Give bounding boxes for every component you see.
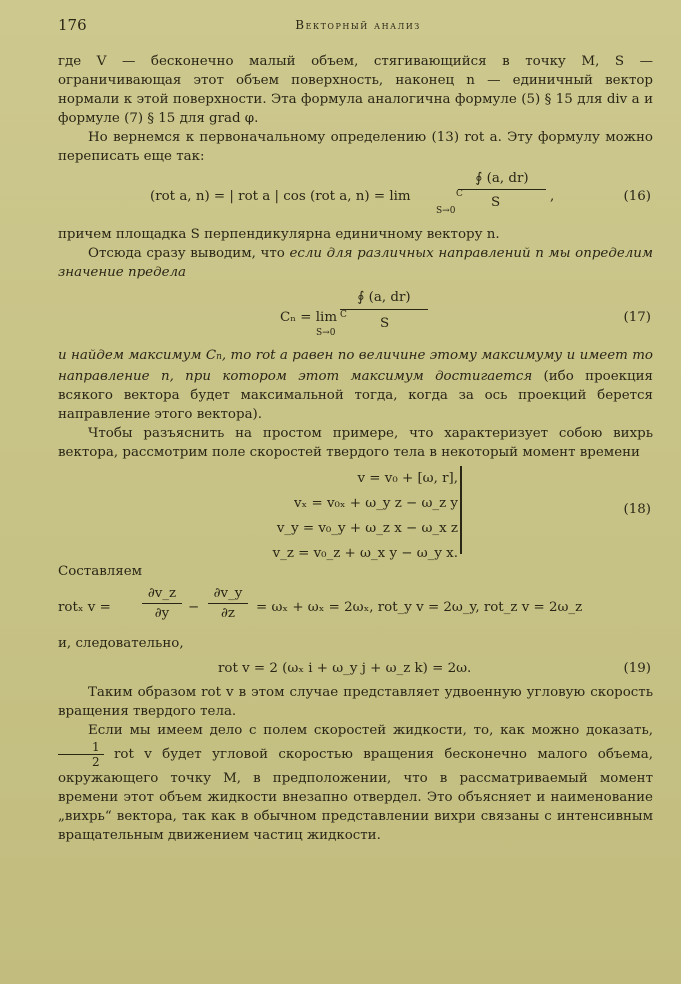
formula-rotx-right: = ωₓ + ωₓ = 2ωₓ, rot_y v = 2ω_y, rot_z v = 2ω_z: [256, 599, 583, 615]
formula-17-denominator: S: [380, 315, 390, 331]
formula-18-line-1: v = v₀ + [ω, r],: [357, 471, 458, 487]
formula-18-brace: [460, 466, 462, 554]
page-number: 176: [58, 16, 87, 34]
fraction-one-half: [58, 740, 104, 769]
formula-19: [58, 653, 653, 683]
formula-rotx-den2: ∂z: [221, 605, 235, 621]
formula-16-num-text: ∮ (a, dr): [475, 170, 529, 186]
paragraph-5-italic-a: и найдем максимум C: [58, 347, 217, 363]
formula-18-line-4: v_z = v₀_z + ω_x y − ω_y x.: [272, 546, 458, 562]
formula-18: [58, 462, 653, 562]
formula-rotx-num2: ∂v_y: [208, 584, 248, 604]
formula-17-num-sub: C: [340, 309, 347, 320]
formula-18-line-2: vₓ = v₀ₓ + ω_y z − ω_z y: [293, 496, 458, 512]
fraction-denominator: 2: [92, 754, 100, 769]
page-header: [58, 16, 658, 38]
paragraph-5: и найдем максимум Cn, то rot a равен по величине этому максимуму и имеет то направление n, при котором этот максимум достигается (ибо проекция всякого вектора будет максимальной тогда, когда за ось проекций берется направление этого вектора).: [58, 347, 653, 423]
paragraph-10: [58, 721, 653, 845]
formula-18-system: [238, 466, 458, 566]
paragraph-7: Составляем: [58, 564, 143, 580]
body-text: [58, 52, 653, 845]
paragraph-9: Таким образом rot v в этом случае представляет удвоенную угловую скорость вращения твердого тела.: [58, 684, 653, 719]
paragraph-1: где V — бесконечно малый объем, стягивающийся в точку M, S — ограничивающая этот объем поверхность, наконец n — единичный вектор нормали к этой поверхности. Эта формула аналогична формуле (5) § 15 для div a и формуле (7) § 15 для grad φ.: [58, 54, 653, 127]
formula-17-numerator: [340, 288, 428, 310]
formula-17-lim-sub: S→0: [316, 327, 336, 338]
formula-16-left: (rot a, n) = | rot a | cos (rot a, n) = lim: [150, 188, 411, 204]
paragraph-10-a: Если мы имеем дело с полем скоростей жидкости, то, как можно доказать,: [88, 722, 653, 738]
formula-rotx: [58, 582, 653, 634]
paragraph-5-italic-b: , то rot a равен по величине этому максимуму и имеет то направление n, при котором этот максимум достигается: [58, 347, 653, 384]
formula-16-numerator: [458, 169, 546, 190]
formula-17-num-text: ∮ (a, dr): [357, 289, 411, 305]
formula-18-number: (18): [623, 502, 651, 518]
formula-17-number: (17): [623, 309, 651, 325]
formula-rotx-left: rotₓ v =: [58, 599, 111, 615]
formula-16-num-sub: C: [456, 188, 463, 199]
formula-16: [58, 167, 653, 225]
paragraph-8: и, следовательно,: [58, 635, 184, 651]
running-title: Векторный анализ: [295, 18, 421, 32]
formula-16-number: (16): [623, 188, 651, 204]
paragraph-4-italic: если для различных направлений n мы определим значение предела: [58, 245, 654, 280]
formula-rotx-den1: ∂y: [154, 605, 170, 621]
paragraph-4-plain: Отсюда сразу выводим, что: [88, 245, 290, 261]
formula-18-line-3: v_y = v₀_y + ω_z x − ω_x z: [276, 521, 458, 537]
paragraph-6: Чтобы разъяснить на простом примере, что характеризует собою вихрь вектора, рассмотрим поле скоростей твердого тела в некоторый момент времени: [58, 426, 653, 461]
paragraph-2: Но вернемся к первоначальному определению (13) rot a. Эту формулу можно переписать еще так:: [58, 130, 653, 165]
formula-19-text: rot v = 2 (ωₓ i + ω_y j + ω_z k) = 2ω.: [218, 660, 472, 676]
formula-19-number: (19): [623, 660, 651, 676]
formula-rotx-minus: −: [188, 599, 200, 615]
fraction-numerator: 1: [58, 740, 104, 755]
formula-16-tail: ,: [550, 188, 555, 204]
paragraph-10-b: rot v будет угловой скоростью вращения бесконечно малого объема, окружающего точку M, в предположении, что в рассматриваемый момент времени этот объем жидкости внезапно отвердел. Это объясняет и наименование „вихрь“ вектора, так как в обычном представлении вихри связаны с интенсивным вращательным движением частиц жидкости.: [58, 746, 653, 844]
paragraph-4: [58, 244, 653, 282]
formula-16-lim-sub: S→0: [436, 205, 456, 216]
formula-17: [58, 282, 653, 346]
formula-17-left: Cₙ = lim: [280, 309, 338, 325]
paragraph-3: причем площадка S перпендикулярна единичному вектору n.: [58, 226, 500, 242]
paragraph-5-plain: (ибо проекция всякого вектора будет максимальной тогда, когда за ось проекций берется направление этого вектора).: [58, 368, 653, 423]
formula-16-denominator: S: [491, 194, 501, 210]
formula-rotx-num1: ∂v_z: [142, 584, 182, 604]
